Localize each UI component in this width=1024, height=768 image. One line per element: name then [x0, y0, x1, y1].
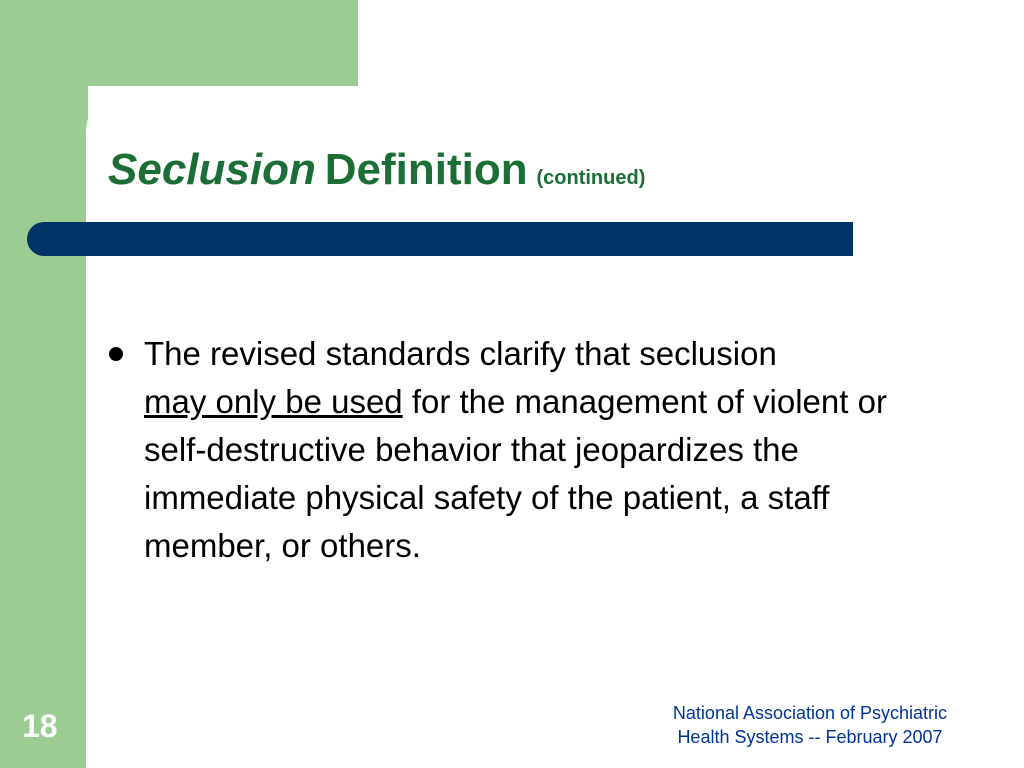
slide-number: 18 — [22, 708, 58, 744]
title-main: Definition — [324, 145, 528, 194]
bullet-icon — [109, 347, 123, 361]
title-italic: Seclusion — [108, 145, 316, 194]
footer — [610, 701, 1010, 749]
footer-line-1: National Association of Psychiatric — [672, 703, 948, 723]
green-top-band — [0, 0, 358, 86]
title-continued: (continued) — [536, 167, 646, 189]
bullet-part2: for the management of violent or self-destructive behavior that jeopardizes the immediate physical safety of the patient, a staff member, or others. — [144, 383, 887, 564]
bullet-part1: The revised standards clarify that seclusion — [144, 335, 777, 372]
green-side-band — [0, 0, 88, 768]
slide-title — [108, 140, 645, 208]
bullet-text — [144, 330, 944, 570]
footer-line-2: Health Systems -- February 2007 — [677, 727, 943, 747]
title-divider-bar — [27, 222, 853, 256]
bullet-underlined: may only be used — [144, 383, 403, 420]
